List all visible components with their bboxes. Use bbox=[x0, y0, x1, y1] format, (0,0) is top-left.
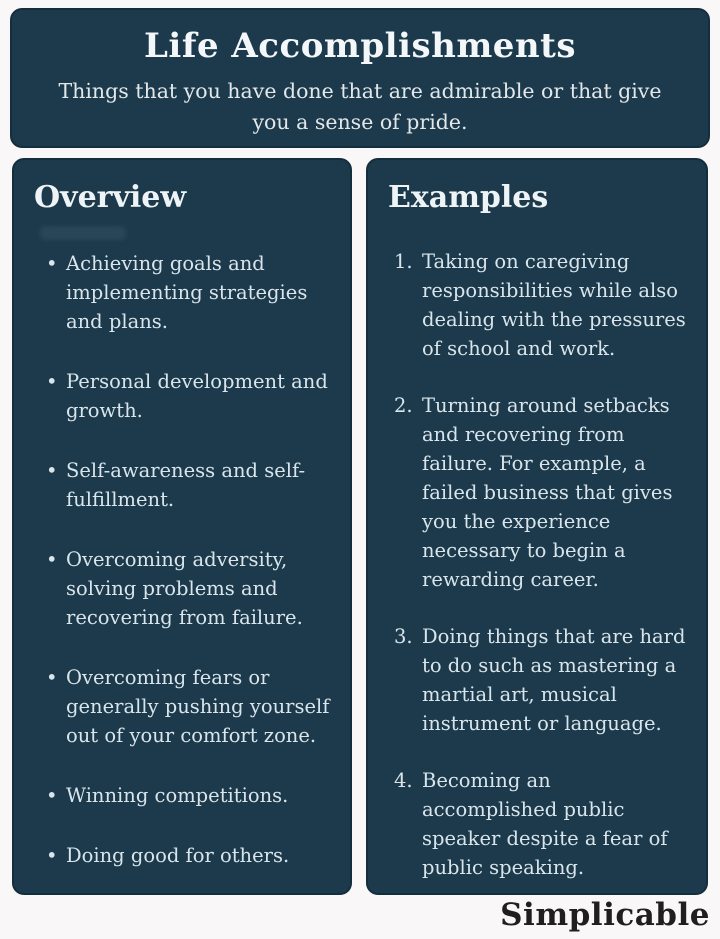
examples-panel bbox=[366, 158, 708, 895]
list-item: Turning around setbacks and recovering from failure. For example, a failed business that gives you the experience necessary to begin a rewarding career. bbox=[422, 394, 673, 591]
overview-heading: Overview bbox=[34, 180, 187, 215]
list-item: Becoming an accomplished public speaker despite a fear of public speaking. bbox=[422, 769, 668, 879]
brand-logo-text: Simplicable bbox=[500, 897, 710, 933]
page-subtitle: Things that you have done that are admirable or that give you a sense of pride. bbox=[58, 79, 662, 134]
examples-list bbox=[368, 215, 706, 882]
list-item: • Personal development and growth. bbox=[50, 367, 334, 425]
list-item: • Winning competitions. bbox=[50, 781, 334, 810]
list-item: Taking on caregiving responsibilities while also dealing with the pressures of school and work. bbox=[422, 250, 686, 360]
list-item: • Overcoming adversity, solving problems and recovering from failure. bbox=[50, 545, 334, 632]
examples-heading: Examples bbox=[388, 180, 549, 215]
page-title: Life Accomplishments bbox=[144, 26, 576, 66]
watermark-smudge bbox=[40, 226, 126, 240]
list-item: • Doing good for others. bbox=[50, 841, 334, 870]
overview-panel bbox=[12, 158, 352, 895]
list-item: • Overcoming fears or generally pushing yourself out of your comfort zone. bbox=[50, 663, 334, 750]
list-item: • Achieving goals and implementing strategies and plans. bbox=[50, 249, 334, 336]
list-item: Doing things that are hard to do such as mastering a martial art, musical instrument or language. bbox=[422, 625, 686, 735]
overview-list bbox=[14, 215, 350, 870]
header-card bbox=[10, 8, 710, 148]
list-item: • Self-awareness and self-fulfillment. bbox=[50, 456, 334, 514]
